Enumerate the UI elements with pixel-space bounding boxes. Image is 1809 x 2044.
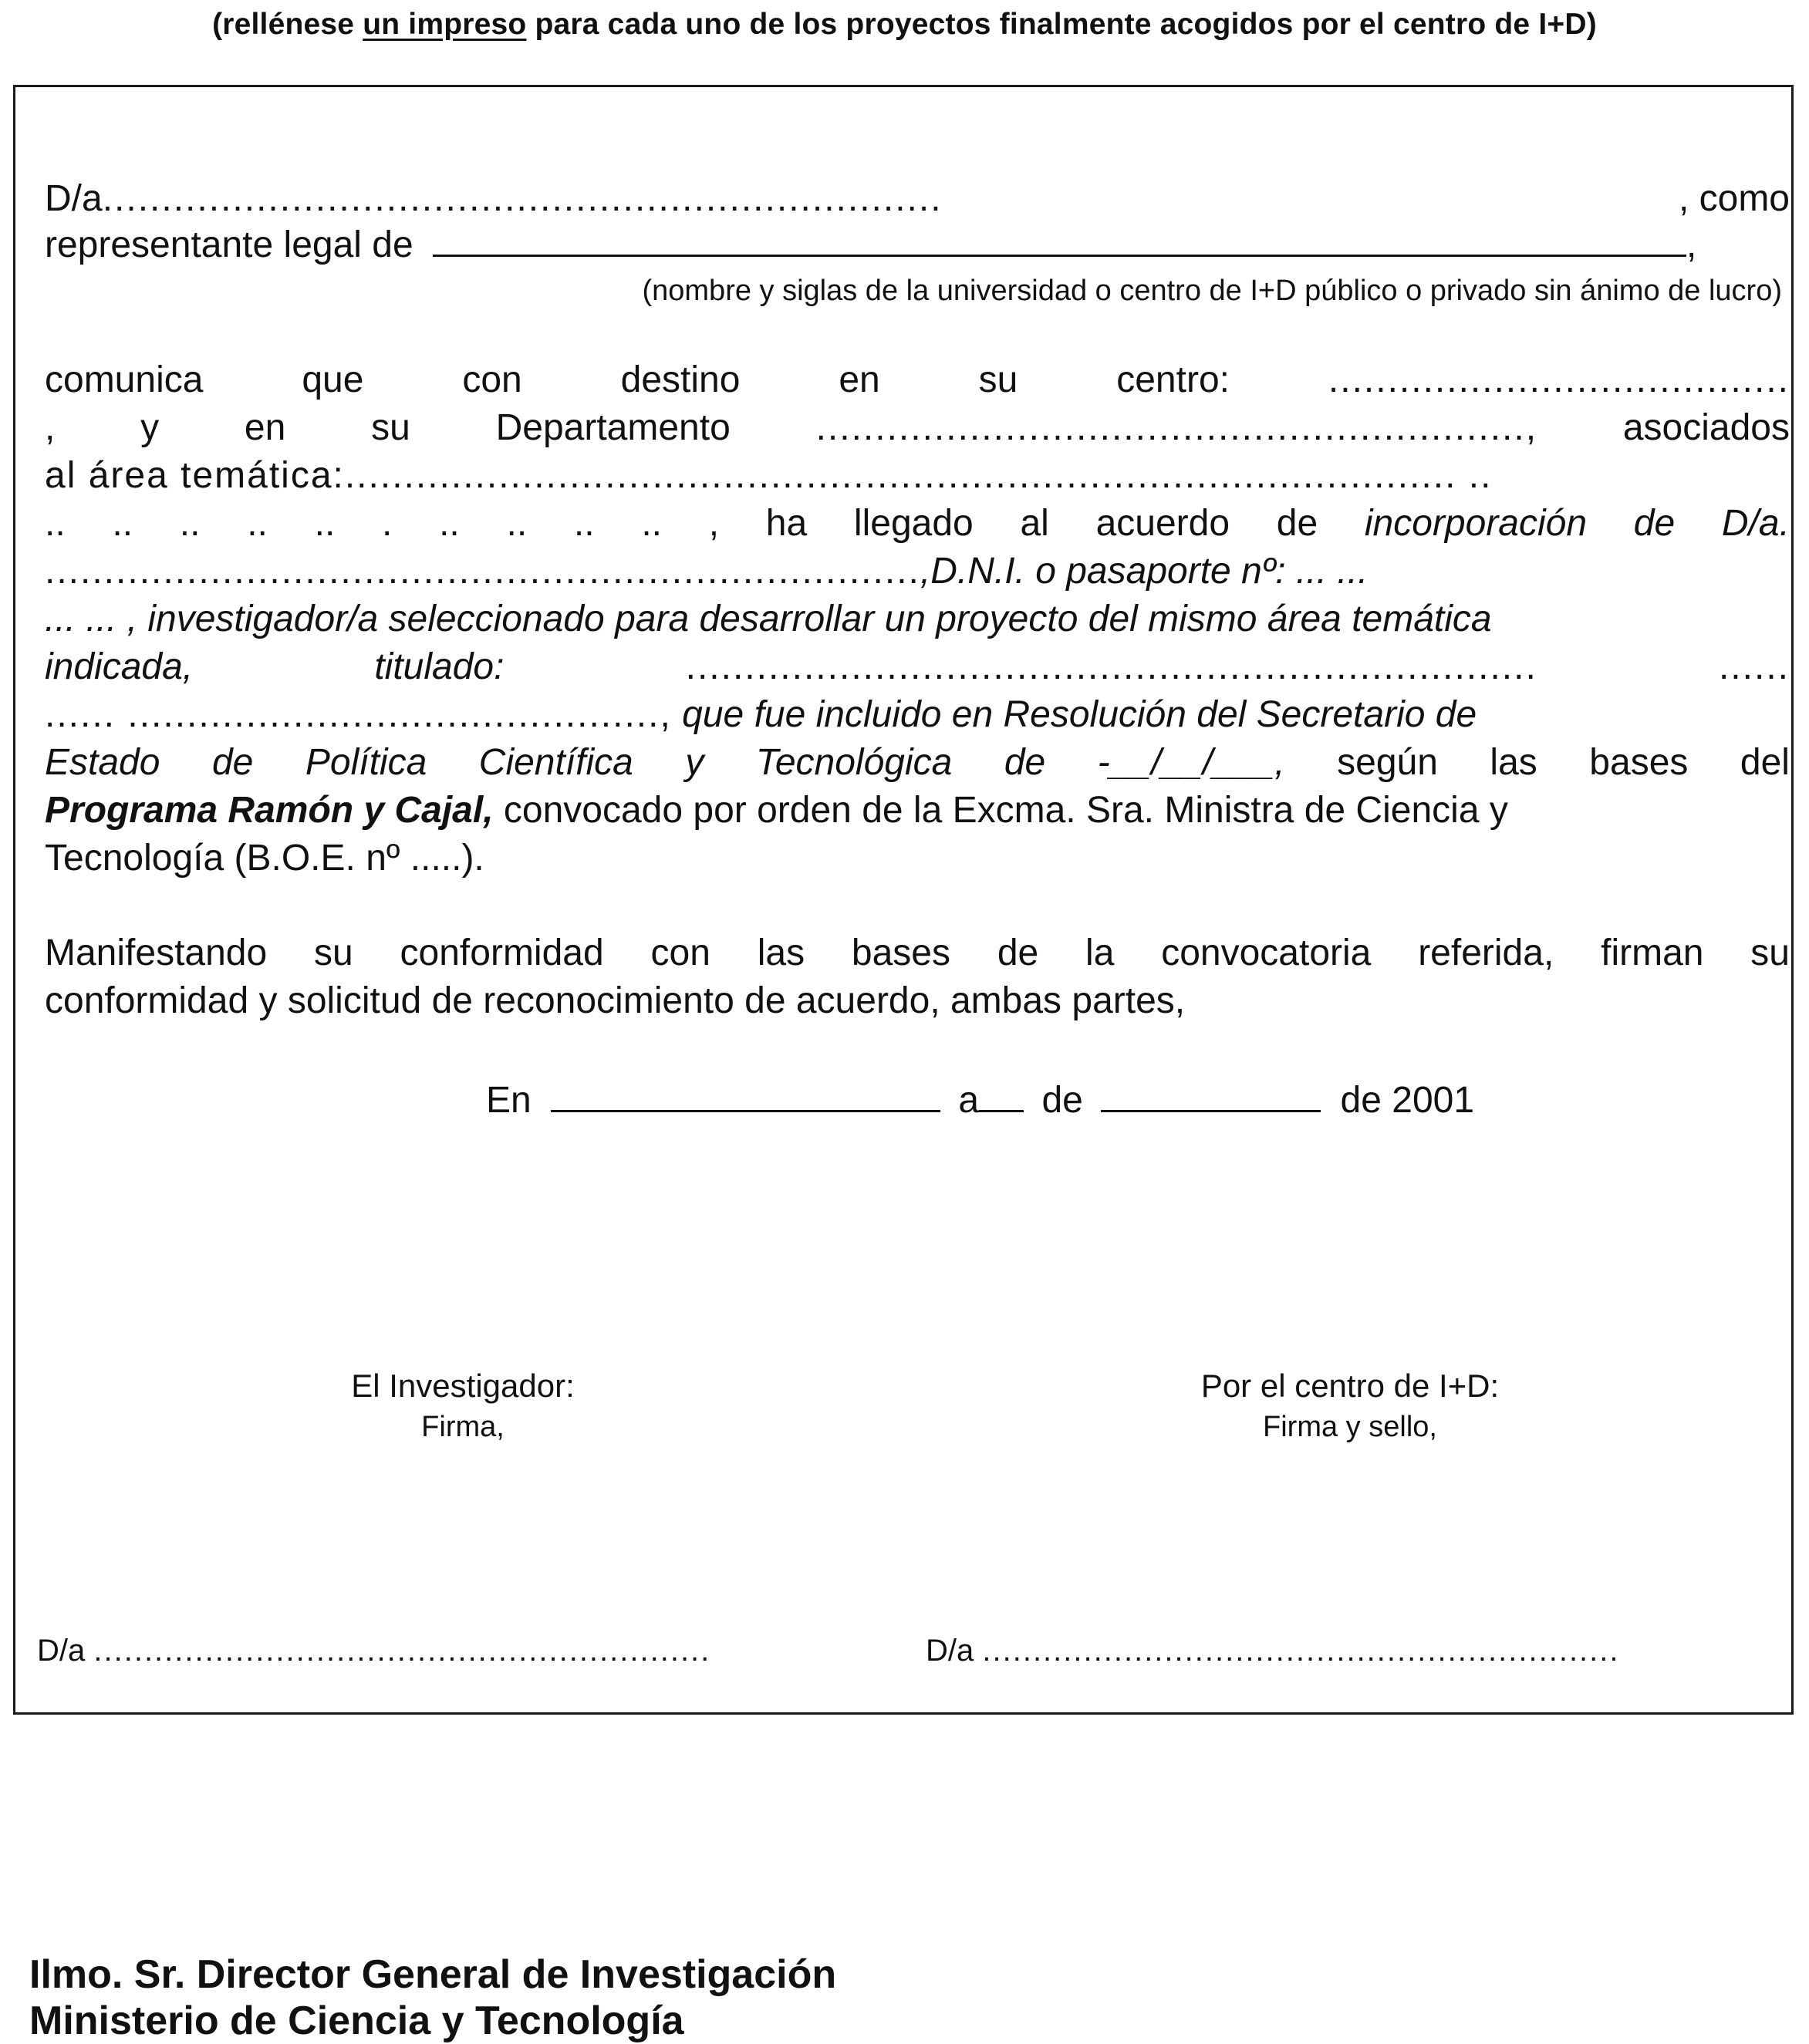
form-word: ha — [765, 503, 808, 544]
center-rep-name-field[interactable]: ............................................................... — [982, 1634, 1620, 1668]
form-word[interactable]: ...... — [1718, 646, 1790, 687]
resolution-text: que fue incluido en Resolución del Secretario de — [671, 694, 1477, 735]
center-signature-sub: Firma y sello, — [1263, 1411, 1437, 1443]
form-word: de — [211, 742, 254, 783]
project-title-line — [45, 644, 1790, 690]
form-word: centro: — [1116, 359, 1230, 400]
form-word: indicada, — [45, 646, 194, 687]
representative-line — [45, 176, 1790, 222]
researcher-name-field[interactable]: .......................................................................... — [45, 551, 920, 592]
representative-name-field[interactable]: ....................................................................... — [102, 178, 943, 219]
form-word: su — [978, 359, 1018, 400]
date-place-field[interactable] — [551, 1081, 940, 1112]
form-word: Estado — [45, 742, 160, 783]
investigator-signature-sub: Firma, — [421, 1411, 505, 1443]
legal-rep-line — [45, 222, 1790, 268]
recipient-title: Ilmo. Sr. Director General de Investigación — [29, 1952, 837, 1997]
form-word: Científica — [478, 742, 633, 783]
legal-rep-label: representante legal de — [45, 224, 413, 265]
institution-hint: (nombre y siglas de la universidad o centro de I+D público o privado sin ánimo de lucro) — [642, 275, 1782, 307]
investigator-name-field[interactable]: ............................................................. — [93, 1634, 711, 1668]
como-text: , como — [1678, 178, 1790, 219]
form-word: según — [1337, 742, 1438, 783]
form-word[interactable]: ....................................... — [1328, 359, 1790, 400]
legal-rep-comma: , — [1686, 224, 1697, 265]
thematic-area-field[interactable]: al área temática:.............................................................................................. .. — [45, 455, 1493, 496]
form-word: titulado: — [374, 646, 505, 687]
program-line — [45, 788, 1790, 834]
form-word: al — [1020, 503, 1049, 544]
form-word[interactable]: ............................................................, — [815, 407, 1538, 448]
instruction-note — [0, 8, 1809, 42]
form-word: Política — [305, 742, 427, 783]
project-title-field[interactable]: ...... ............................................., — [45, 694, 672, 735]
center-rep-name-label: D/a — [926, 1634, 974, 1668]
instruction-suffix: para cada uno de los proyectos finalmente acogidos por el centro de I+D) — [526, 8, 1597, 41]
date-year-label: de 2001 — [1340, 1080, 1475, 1121]
investigator-name-line — [37, 1634, 710, 1668]
form-word: del — [1740, 742, 1790, 783]
form-word: asociados — [1622, 407, 1790, 448]
date-line — [486, 1078, 1566, 1124]
form-word: destino — [620, 359, 741, 400]
conformity-line-2: conformidad y solicitud de reconocimiento de acuerdo, ambas partes, — [45, 980, 1186, 1021]
instruction-prefix: (rellénese — [212, 8, 363, 41]
date-day-field[interactable] — [979, 1081, 1024, 1112]
form-word: comunica — [45, 359, 204, 400]
boe-line: Tecnología (B.O.E. nº .....). — [45, 838, 484, 879]
agreement-form — [13, 85, 1794, 1715]
date-month-field[interactable] — [1101, 1081, 1321, 1112]
form-word: incorporación — [1364, 503, 1588, 544]
institution-name-field[interactable] — [433, 225, 1686, 257]
date-de-label: de — [1041, 1080, 1083, 1121]
form-word: .. .. .. .. .. . .. .. .. .. , — [45, 503, 720, 544]
representative-label: D/a — [45, 178, 103, 219]
form-word: bases — [1589, 742, 1689, 783]
resolution-line — [45, 692, 1790, 738]
program-name: Programa Ramón y Cajal, — [45, 790, 494, 831]
date-a-label: a — [958, 1080, 980, 1121]
department-line — [45, 405, 1790, 451]
form-word: -__/__/___, — [1097, 742, 1285, 783]
program-rest: convocado por orden de la Excma. Sra. Ministra de Ciencia y — [493, 790, 1508, 831]
form-word: de D/a. — [1633, 503, 1790, 544]
secretary-line — [45, 740, 1790, 786]
center-line — [45, 357, 1790, 403]
form-word: las — [1490, 742, 1537, 783]
investigator-signature-label: El Investigador: — [351, 1368, 575, 1404]
recipient-ministry: Ministerio de Ciencia y Tecnología — [29, 1998, 684, 2043]
form-word[interactable]: ........................................................................ — [685, 646, 1537, 687]
form-word: Tecnológica — [755, 742, 953, 783]
instruction-underlined: un impreso — [363, 8, 527, 41]
form-word: en — [839, 359, 880, 400]
form-word: con — [462, 359, 522, 400]
form-word: y — [685, 742, 704, 783]
conformity-line-1: Manifestando su conformidad con las bases de la convocatoria referida, firman su — [45, 933, 1790, 973]
date-en-label: En — [486, 1080, 532, 1121]
dni-label: ,D.N.I. o pasaporte nº: ... ... — [920, 551, 1369, 592]
center-rep-name-line — [926, 1634, 1620, 1668]
incorporation-line — [45, 501, 1790, 547]
researcher-line — [45, 548, 1790, 595]
investigator-name-label: D/a — [37, 1634, 86, 1668]
center-signature-label: Por el centro de I+D: — [1200, 1368, 1500, 1404]
form-word: que — [302, 359, 364, 400]
researcher-selected-line: ... ... , investigador/a seleccionado para desarrollar un proyecto del mismo área temática — [45, 599, 1492, 639]
form-word: , y en su Departamento — [45, 407, 731, 448]
form-word: llegado — [853, 503, 974, 544]
form-word: de — [1276, 503, 1318, 544]
form-word: de — [1004, 742, 1046, 783]
form-word: acuerdo — [1095, 503, 1230, 544]
